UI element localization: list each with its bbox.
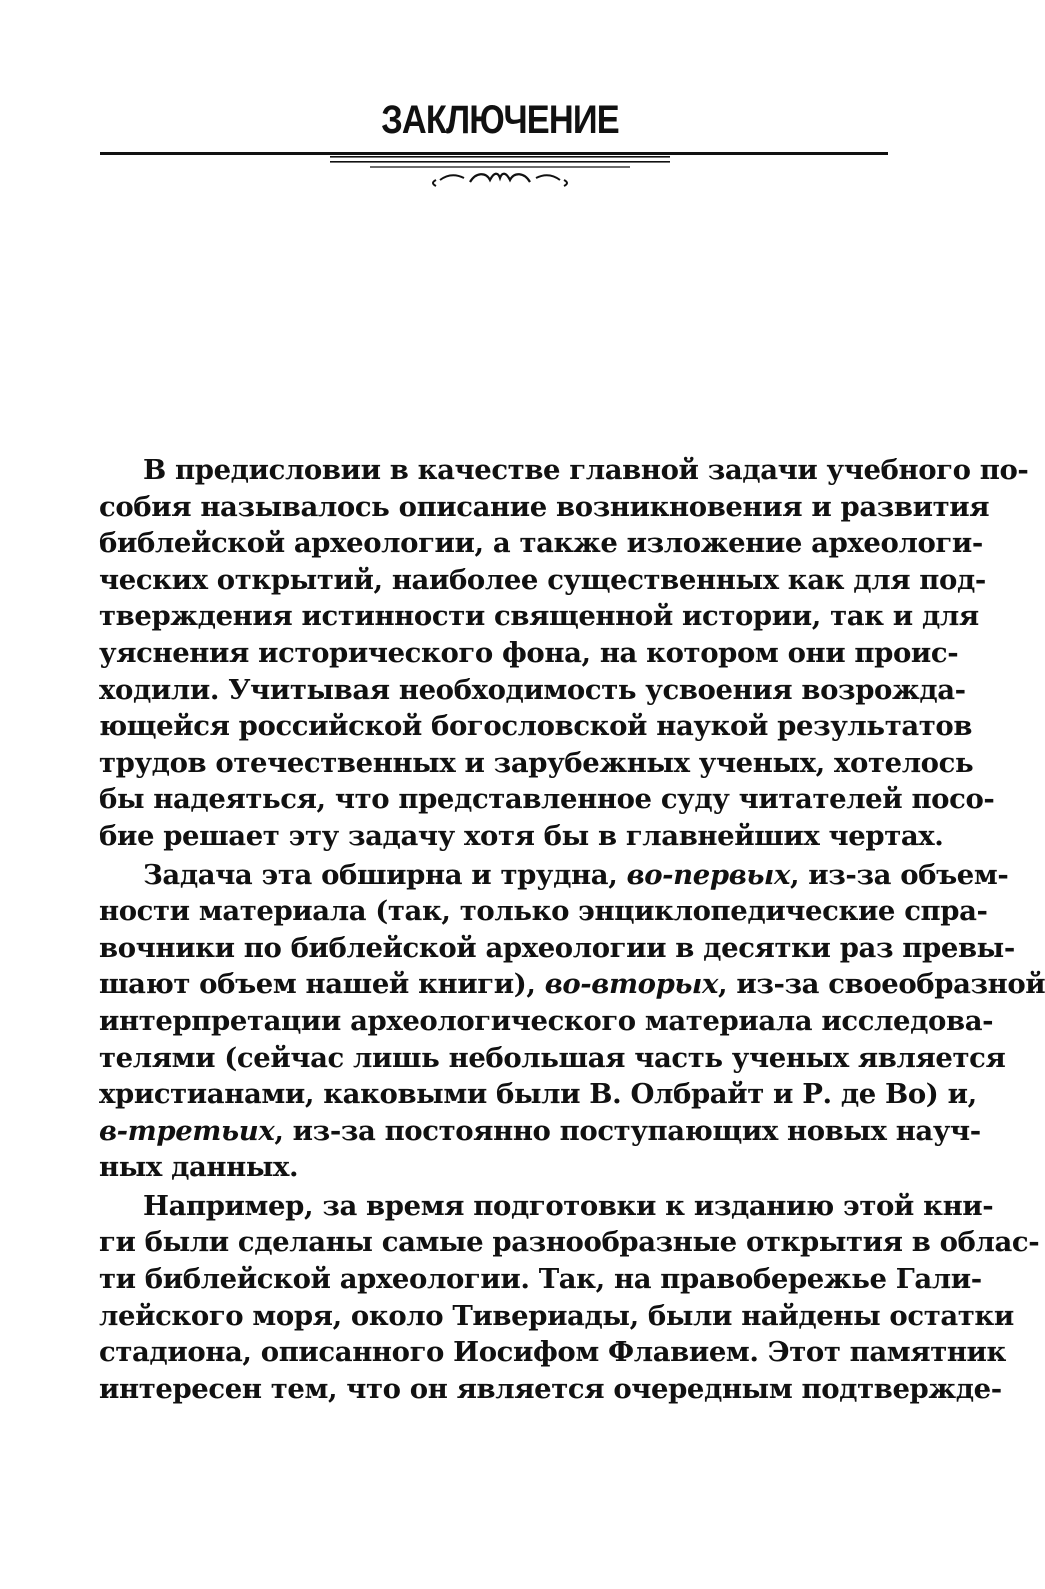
text-line: ческих открытий, наиболее существенных как для под- <box>99 563 986 596</box>
body-text <box>99 452 1045 1407</box>
text-line: трудов отечественных и зарубежных ученых, хотелось <box>99 746 974 779</box>
text-line: бие решает эту задачу хотя бы в главнейших чертах. <box>99 819 944 852</box>
italic-run: в-третьих <box>99 1114 275 1147</box>
text-line: бы надеяться, что представленное суду читателей посо- <box>99 783 995 816</box>
text-line: ющейся российской богословской наукой результатов <box>99 710 973 743</box>
text-line: ных данных. <box>99 1151 299 1184</box>
text-run: шают объем нашей книги), <box>99 968 545 1001</box>
title-rule <box>100 152 888 155</box>
italic-run: во-вторых <box>544 968 719 1001</box>
text-run: , из-за объем- <box>789 858 1009 891</box>
text-line: лейского моря, около Тивериады, были найдены остатки <box>99 1299 1014 1332</box>
text-line: Например, за время подготовки к изданию этой кни- <box>143 1189 994 1222</box>
text-line <box>99 966 1045 1003</box>
text-line: ности материала (так, только энциклопедические спра- <box>99 895 988 928</box>
text-run: , из-за постоянно поступающих новых науч- <box>274 1114 981 1147</box>
italic-run: во-первых <box>626 858 790 891</box>
title-ornament-icon <box>330 156 670 192</box>
text-line <box>99 1113 981 1150</box>
paragraph-3 <box>99 1188 1040 1408</box>
text-run: , из-за своеобразной <box>718 968 1045 1001</box>
text-line: телями (сейчас лишь небольшая часть ученых является <box>99 1041 1006 1074</box>
text-line: ти библейской археологии. Так, на правобережье Гали- <box>99 1263 982 1296</box>
text-line: библейской археологии, а также изложение археологи- <box>99 527 983 560</box>
paragraph-2 <box>99 857 1045 1186</box>
text-line: тверждения истинности священной истории, так и для <box>99 600 979 633</box>
text-run: Задача эта обширна и трудна, <box>143 858 627 891</box>
text-line: христианами, каковыми были В. Олбрайт и Р. де Во) и, <box>99 1078 977 1111</box>
text-line: собия называлось описание возникновения и развития <box>99 490 990 523</box>
chapter-title: ЗАКЛЮЧЕНИЕ <box>381 98 619 142</box>
text-line <box>99 857 1009 894</box>
text-line: В предисловии в качестве главной задачи учебного по- <box>143 454 1029 486</box>
text-line: вочники по библейской археологии в десятки раз превы- <box>99 931 1015 964</box>
text-line: стадиона, описанного Иосифом Флавием. Этот памятник <box>99 1336 1007 1369</box>
text-line: интерпретации археологического материала исследова- <box>99 1004 994 1037</box>
text-line: интересен тем, что он является очередным подтвержде- <box>99 1372 1002 1405</box>
text-line: ги были сделаны самые разнообразные открытия в облас- <box>99 1226 1040 1259</box>
text-line: уяснения исторического фона, на котором они проис- <box>99 636 959 669</box>
paragraph-1 <box>99 452 1029 855</box>
text-line: ходили. Учитывая необходимость усвоения возрожда- <box>99 673 966 706</box>
